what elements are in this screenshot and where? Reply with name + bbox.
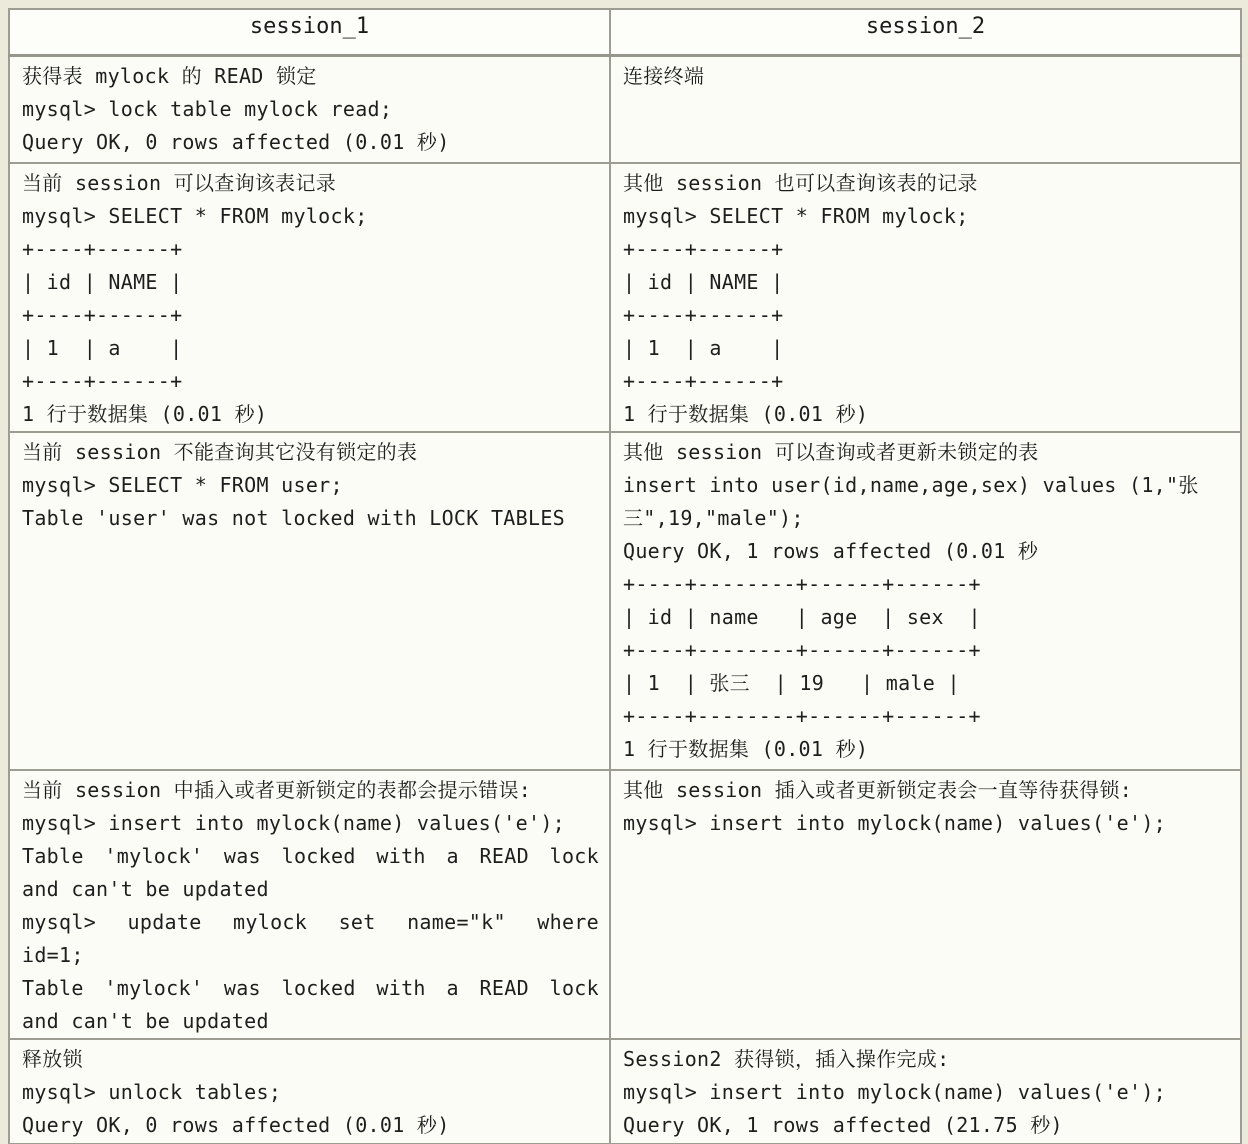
text-line: mysql> SELECT * FROM mylock;: [623, 203, 969, 228]
text-line: 连接终端: [623, 64, 705, 88]
text-line: mysql> insert into mylock(name) values('e');: [623, 810, 1167, 835]
text-line: mysql> insert into mylock(name) values('e');: [623, 1079, 1167, 1104]
cell-session_2-row-2: [610, 163, 1241, 432]
cell-session_2-row-5: [610, 1039, 1241, 1144]
text-line: and can't be updated: [22, 876, 269, 901]
table-row: [9, 432, 1241, 770]
text-line: 当前 session 中插入或者更新锁定的表都会提示错误:: [22, 777, 532, 802]
text-line: 释放锁: [22, 1046, 83, 1071]
text-line: | id | NAME |: [22, 269, 183, 294]
text-line: insert into user(id,name,age,sex) values (1,"张: [623, 472, 1199, 497]
text-line: 1 行于数据集 (0.01 秒): [22, 401, 268, 426]
column-header-session-2: session_2: [610, 9, 1241, 56]
cell-session_1-row-4: [9, 770, 610, 1039]
cell-session_2-row-1: [610, 56, 1241, 163]
text-line: | 1 | a |: [623, 335, 784, 360]
text-line: | 1 | a |: [22, 335, 183, 360]
text-line: +----+------+: [22, 302, 183, 327]
text-line: Table 'mylock' was locked with a READ lock: [22, 843, 599, 868]
text-line: 获得表 mylock 的 READ 锁定: [22, 64, 317, 88]
cell-session_1-row-2: [9, 163, 610, 432]
text-line: Query OK, 1 rows affected (21.75 秒): [623, 1112, 1063, 1137]
text-line: and can't be updated: [22, 1008, 269, 1033]
cell-session_2-row-4: [610, 770, 1241, 1039]
text-line: 三",19,"male");: [623, 505, 804, 530]
text-line: +----+------+: [623, 236, 784, 261]
text-line: 当前 session 不能查询其它没有锁定的表: [22, 439, 418, 464]
text-line: mysql> insert into mylock(name) values('e');: [22, 810, 566, 835]
text-line: 当前 session 可以查询该表记录: [22, 170, 337, 195]
text-line: 其他 session 可以查询或者更新未锁定的表: [623, 439, 1039, 464]
cell-session_2-row-3: [610, 432, 1241, 770]
text-line: +----+------+: [22, 236, 183, 261]
text-line: +----+--------+------+------+: [623, 637, 981, 662]
text-line: +----+------+: [623, 368, 784, 393]
table-body: [9, 56, 1241, 1144]
table-row: [9, 1039, 1241, 1144]
text-line: mysql> SELECT * FROM user;: [22, 472, 343, 497]
text-line: mysql> lock table mylock read;: [22, 97, 393, 121]
mysql-lock-sessions-table: [8, 8, 1242, 1144]
cell-session_1-row-5: [9, 1039, 610, 1144]
text-line: 1 行于数据集 (0.01 秒): [623, 736, 869, 761]
text-line: mysql> SELECT * FROM mylock;: [22, 203, 368, 228]
text-line: | 1 | 张三 | 19 | male |: [623, 670, 960, 695]
table-row: [9, 770, 1241, 1039]
text-line: Table 'mylock' was locked with a READ lock: [22, 975, 599, 1000]
cell-session_1-row-1: [9, 56, 610, 163]
text-line: +----+------+: [623, 302, 784, 327]
text-line: +----+--------+------+------+: [623, 571, 981, 596]
text-line: +----+--------+------+------+: [623, 703, 981, 728]
text-line: Query OK, 0 rows affected (0.01 秒): [22, 130, 450, 154]
text-line: | id | NAME |: [623, 269, 784, 294]
header-row: [9, 9, 1241, 56]
text-line: 1 行于数据集 (0.01 秒): [623, 401, 869, 426]
cell-session_1-row-3: [9, 432, 610, 770]
text-line: 其他 session 也可以查询该表的记录: [623, 170, 978, 195]
text-line: | id | name | age | sex |: [623, 604, 981, 629]
text-line: Query OK, 0 rows affected (0.01 秒): [22, 1112, 450, 1137]
column-header-session-1: session_1: [9, 9, 610, 56]
text-line: +----+------+: [22, 368, 183, 393]
text-line: id=1;: [22, 942, 84, 967]
text-line: mysql> unlock tables;: [22, 1079, 282, 1104]
table-row: [9, 56, 1241, 163]
text-line: Query OK, 1 rows affected (0.01 秒: [623, 538, 1039, 563]
text-line: mysql> update mylock set name="k" where: [22, 909, 599, 934]
table-row: [9, 163, 1241, 432]
text-line: Session2 获得锁，插入操作完成:: [623, 1046, 950, 1071]
text-line: 其他 session 插入或者更新锁定表会一直等待获得锁:: [623, 777, 1133, 802]
text-line: Table 'user' was not locked with LOCK TABLES: [22, 505, 566, 530]
